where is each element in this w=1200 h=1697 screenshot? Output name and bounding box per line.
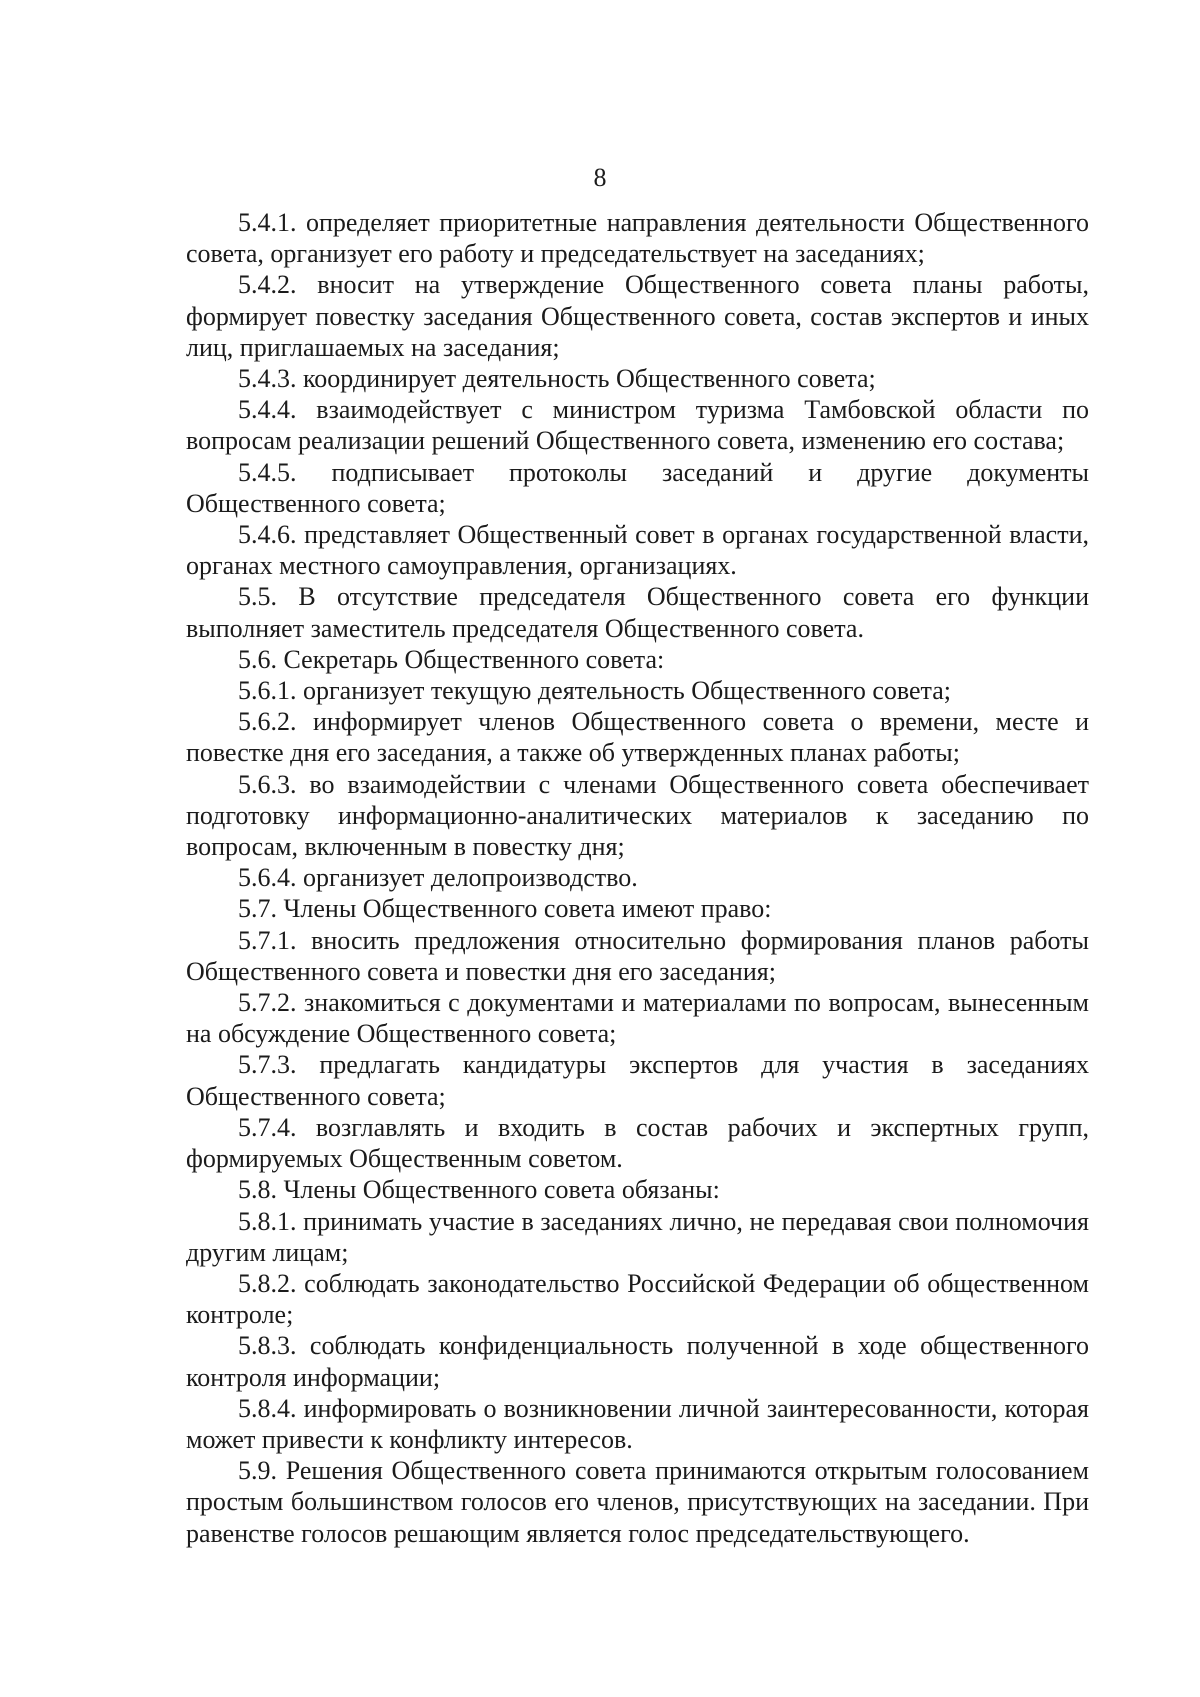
paragraph-5-6-3: 5.6.3. во взаимодействии с членами Общественного совета обеспечивает подготовку информационно-аналитических материалов к заседанию по вопросам, включенным в повестку дня; <box>186 769 1089 862</box>
paragraph-5-4-1: 5.4.1. определяет приоритетные направления деятельности Общественного совета, организует его работу и председательствует на заседаниях; <box>186 208 1089 269</box>
paragraph-5-4-5: 5.4.5. подписывает протоколы заседаний и другие документы Общественного совета; <box>186 457 1089 518</box>
paragraph-5-8: 5.8. Члены Общественного совета обязаны: <box>238 1175 720 1205</box>
paragraph-5-6-1: 5.6.1. организует текущую деятельность Общественного совета; <box>238 676 951 706</box>
paragraph-5-8-4: 5.8.4. информировать о возникновении личной заинтересованности, которая может привести к конфликту интересов. <box>186 1393 1089 1454</box>
paragraph-5-6: 5.6. Секретарь Общественного совета: <box>238 644 665 674</box>
paragraph-5-7-2: 5.7.2. знакомиться с документами и материалами по вопросам, вынесенным на обсуждение Общественного совета; <box>186 988 1089 1049</box>
paragraph-5-7-3: 5.7.3. предлагать кандидатуры экспертов для участия в заседаниях Общественного совета; <box>186 1050 1089 1111</box>
paragraph-5-9: 5.9. Решения Общественного совета принимаются открытым голосованием простым большинством голосов его членов, присутствующих на заседании. При равенстве голосов решающим является голос председательствующего. <box>186 1456 1089 1548</box>
paragraph-5-7-1: 5.7.1. вносить предложения относительно формирования планов работы Общественного совета и повестки дня его заседания; <box>186 925 1089 986</box>
page-number: 8 <box>593 163 607 192</box>
paragraph-5-5: 5.5. В отсутствие председателя Общественного совета его функции выполняет заместитель председателя Общественного совета. <box>186 582 1089 643</box>
document-body <box>186 207 1089 1549</box>
paragraph-5-4-6: 5.4.6. представляет Общественный совет в органах государственной власти, органах местного самоуправления, организациях. <box>186 520 1089 581</box>
paragraph-5-6-2: 5.6.2. информирует членов Общественного совета о времени, месте и повестке дня его заседания, а также об утвержденных планах работы; <box>186 707 1089 768</box>
paragraph-5-7-4: 5.7.4. возглавлять и входить в состав рабочих и экспертных групп, формируемых Общественным советом. <box>186 1112 1089 1174</box>
paragraph-5-4-4: 5.4.4. взаимодействует с министром туризма Тамбовской области по вопросам реализации решений Общественного совета, изменению его состава; <box>186 395 1089 456</box>
paragraph-5-8-1: 5.8.1. принимать участие в заседаниях лично, не передавая свои полномочия другим лицам; <box>186 1206 1089 1267</box>
paragraph-5-6-4: 5.6.4. организует делопроизводство. <box>238 863 638 893</box>
paragraph-5-4-3: 5.4.3. координирует деятельность Общественного совета; <box>238 364 876 394</box>
paragraph-5-4-2: 5.4.2. вносит на утверждение Общественного совета планы работы, формирует повестку заседания Общественного совета, состав экспертов и иных лиц, приглашаемых на заседания; <box>186 270 1089 362</box>
paragraph-5-8-3: 5.8.3. соблюдать конфиденциальность полученной в ходе общественного контроля информации; <box>186 1331 1089 1392</box>
paragraph-5-8-2: 5.8.2. соблюдать законодательство Российской Федерации об общественном контроле; <box>186 1268 1089 1330</box>
paragraph-5-7: 5.7. Члены Общественного совета имеют право: <box>238 894 772 924</box>
